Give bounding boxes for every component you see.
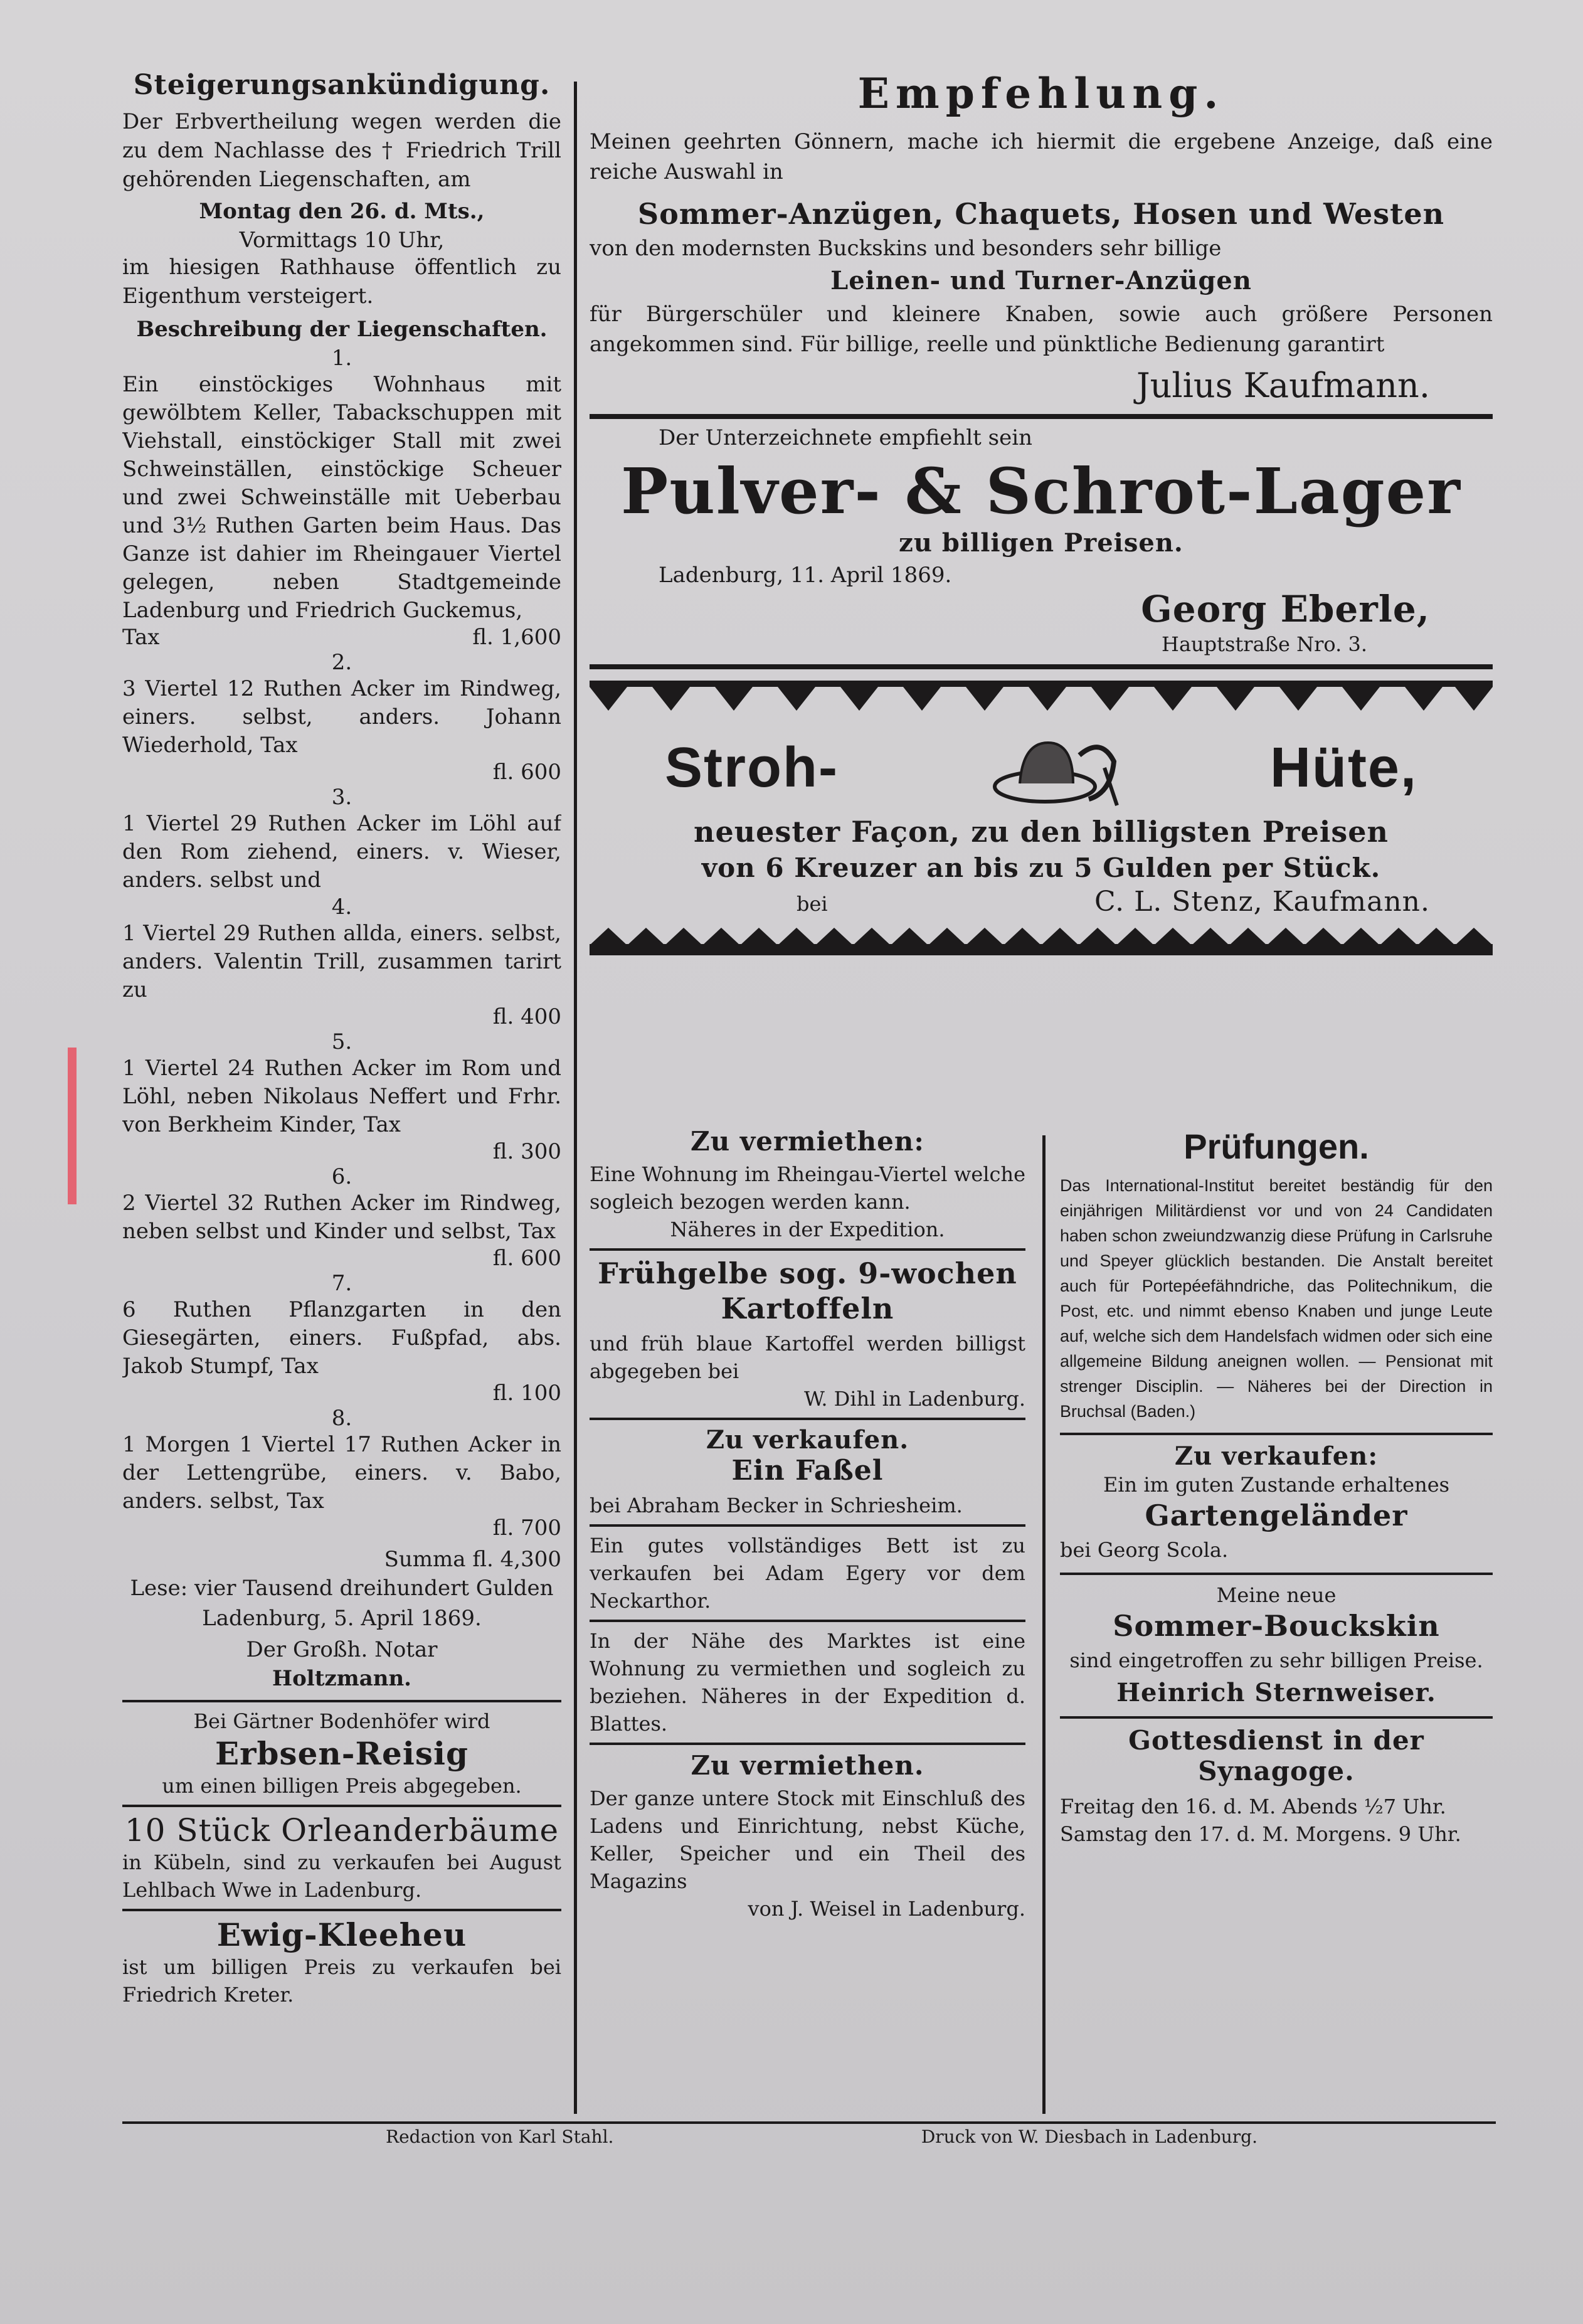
item-price: fl. 400 (492, 1004, 561, 1029)
pruefungen-text: Das International-Institut bereitet beständig für den einjährigen Militärdienst vor und von 24 Candidaten haben schon zweiundzwanzig diese Prüfung in Carlsruhe und Speyer glücklich bestanden. Die Anstalt bereitet auch für Portepéefähndriche, das Politechnikum, die Post, etc. und nimmt ebenso Knaben und junge Leute auf, welche sich dem Handelsfach widmen oder sich eine allgemeine Bildung aneignen wollen. — Pensionat mit strenger Disciplin. — Näheres bei der Direction in Bruchsal (Baden.) (1060, 1176, 1493, 1421)
notar-title: Der Großh. Notar (246, 1637, 438, 1662)
property-item (122, 1271, 561, 1406)
stroh-title-right: Hüte, (1269, 736, 1417, 799)
garten-title: Gartengeländer (1145, 1499, 1408, 1532)
item-text: 1 Viertel 29 Ruthen allda, einers. selbst, anders. Valentin Trill, zusammen tarirt zu (122, 921, 561, 1002)
auction-sum: Summa fl. 4,300 (384, 1547, 561, 1572)
property-item (122, 894, 561, 1029)
stroh-title-left: Stroh- (665, 736, 839, 799)
vermiethen2-sign: von J. Weisel in Ladenburg. (748, 1897, 1025, 1921)
divider (1060, 1573, 1493, 1575)
divider (1060, 1433, 1493, 1435)
zigzag-border-bottom (590, 924, 1493, 955)
lower-middle-column (590, 1126, 1025, 1923)
property-item (122, 785, 561, 894)
divider (122, 1909, 561, 1911)
footer-druck: Druck von W. Diesbach in Ladenburg. (921, 2126, 1257, 2147)
divider (590, 1248, 1025, 1251)
kartoffeln-sign: W. Dihl in Ladenburg. (804, 1387, 1025, 1411)
property-list (122, 346, 561, 1541)
ad-oleander-title: 10 Stück Orleanderbäume (124, 1812, 559, 1849)
divider (122, 1700, 561, 1702)
item-price: fl. 100 (492, 1381, 561, 1406)
fassel-heading: Zu verkaufen. (706, 1425, 909, 1455)
synagoge-friday: Freitag den 16. d. M. Abends ½7 Uhr. (1060, 1795, 1446, 1818)
vermiethen1-more: Näheres in der Expedition. (670, 1218, 945, 1241)
synagoge-title: Gottesdienst in der Synagoge. (1128, 1725, 1424, 1786)
property-item (122, 1406, 561, 1541)
vermiethen1-heading: Zu vermiethen: (691, 1126, 924, 1157)
pulver-sub: zu billigen Preisen. (899, 528, 1183, 558)
right-top-ads (590, 69, 1493, 964)
empfehlung-sign: Julius Kaufmann. (1136, 366, 1430, 405)
item-price: fl. 600 (492, 760, 561, 785)
garten-sign: bei Georg Scola. (1060, 1538, 1229, 1562)
item-price: fl. 300 (492, 1139, 561, 1164)
item-number: 2. (331, 650, 352, 675)
auction-intro: Der Erbvertheilung wegen werden die zu dem Nachlasse des † Friedrich Trill gehörenden Liegenschaften, am (122, 109, 561, 192)
bett-text: Ein gutes vollständiges Bett ist zu verkaufen bei Adam Egery vor dem Neckarthor. (590, 1534, 1025, 1613)
item-number: 1. (331, 346, 352, 371)
straw-hat-icon (985, 724, 1123, 812)
ad-kleeheu-title: Ewig-Kleeheu (216, 1916, 467, 1953)
bouckskin-intro: Meine neue (1216, 1583, 1337, 1607)
column-rule-main (574, 82, 577, 2114)
stroh-bei: bei (797, 892, 828, 916)
vermiethen2-text: Der ganze untere Stock mit Einschluß des Ladens und Einrichtung, nebst Küche, Keller, Speicher und ein Theil des Magazins (590, 1786, 1025, 1893)
property-item (122, 1029, 561, 1164)
item-number: 3. (331, 785, 352, 810)
item-text: 1 Viertel 24 Ruthen Acker im Rom und Löhl, neben Nikolaus Neffert und Frhr. von Berkheim Kinder, Tax (122, 1056, 561, 1137)
item-text: 1 Morgen 1 Viertel 17 Ruthen Acker in der Lettengrübe, einers. v. Babo, anders. selbst, Tax (122, 1432, 561, 1514)
auction-place-date: Ladenburg, 5. April 1869. (202, 1606, 482, 1631)
kartoffeln-text: und früh blaue Kartoffel werden billigst abgegeben bei (590, 1332, 1025, 1383)
pulver-title: Pulver- & Schrot-Lager (621, 454, 1461, 528)
property-item (122, 346, 561, 650)
stroh-line2: von 6 Kreuzer an bis zu 5 Gulden per Stück. (701, 852, 1381, 883)
item-number: 8. (331, 1406, 352, 1431)
item-number: 6. (331, 1164, 352, 1189)
lower-right-column (1060, 1126, 1493, 1848)
garten-heading: Zu verkaufen: (1174, 1441, 1379, 1471)
synagoge-saturday: Samstag den 17. d. M. Morgens. 9 Uhr. (1060, 1822, 1461, 1846)
divider (1060, 1716, 1493, 1719)
left-column (122, 69, 561, 2008)
item-text: 2 Viertel 32 Ruthen Acker im Rindweg, neben selbst und Kinder und selbst, Tax (122, 1191, 561, 1244)
stroh-title-row (590, 721, 1493, 815)
footer-redaction: Redaction von Karl Stahl. (386, 2126, 614, 2147)
footer-rule (122, 2121, 1496, 2124)
markt-text: In der Nähe des Marktes ist eine Wohnung zu vermiethen und sogleich zu beziehen. Näheres in der Expedition d. Blattes. (590, 1629, 1025, 1736)
item-price: fl. 700 (492, 1515, 561, 1541)
description-heading: Beschreibung der Liegenschaften. (136, 317, 548, 342)
ad-erbsen-text: um einen billigen Preis abgegeben. (162, 1774, 522, 1798)
item-number: 4. (331, 894, 352, 920)
auction-place: im hiesigen Rathhause öffentlich zu Eigenthum versteigert. (122, 255, 561, 309)
divider (590, 1743, 1025, 1745)
pruefungen-heading: Prüfungen. (1183, 1127, 1369, 1166)
auction-heading: Steigerungsankündigung. (133, 69, 551, 101)
column-rule-lower (1042, 1135, 1046, 2114)
divider (590, 1524, 1025, 1527)
fassel-text: bei Abraham Becker in Schriesheim. (590, 1494, 963, 1517)
auction-lese: Lese: vier Tausend dreihundert Gulden (130, 1576, 554, 1601)
divider (590, 1620, 1025, 1622)
divider (590, 664, 1493, 669)
empfehlung-line2: von den modernsten Buckskins und besonders sehr billige (590, 236, 1222, 261)
item-number: 7. (331, 1271, 352, 1296)
item-price: fl. 1,600 (472, 625, 561, 650)
empfehlung-goods2: Leinen- und Turner-Anzügen (830, 266, 1252, 295)
ad-oleander-text: in Kübeln, sind zu verkaufen bei August Lehlbach Wwe in Ladenburg. (122, 1850, 561, 1902)
divider (590, 414, 1493, 419)
auction-date: Montag den 26. d. Mts., (199, 199, 485, 224)
pulver-sign: Georg Eberle, (1141, 588, 1430, 630)
pulver-addr: Hauptstraße Nro. 3. (1162, 632, 1367, 656)
bouckskin-title: Sommer-Bouckskin (1113, 1609, 1440, 1643)
item-text: Ein einstöckiges Wohnhaus mit gewölbtem Keller, Tabackschuppen mit Viehstall, einstöckiger Stall mit zwei Schweinställen, einstöckige Scheuer und zwei Schweinställe mit Ueberbau und 3½ Ruthen Garten beim Haus. Das Ganze ist dahier im Rheingauer Viertel gelegen, neben Stadtgemeinde Ladenburg und Friedrich Guckemus, (122, 372, 561, 623)
ad-kleeheu-text: ist um billigen Preis zu verkaufen bei Friedrich Kreter. (122, 1955, 561, 2007)
divider (590, 1418, 1025, 1420)
garten-text: Ein im guten Zustande erhaltenes (1103, 1473, 1450, 1497)
empfehlung-goods1: Sommer-Anzügen, Chaquets, Hosen und Westen (637, 197, 1445, 231)
red-margin-mark (68, 1048, 77, 1204)
empfehlung-text: für Bürgerschüler und kleinere Knaben, sowie auch größere Personen angekommen sind. Für billige, reelle und pünktliche Bedienung garantirt (590, 302, 1493, 357)
bouckskin-sign: Heinrich Sternweiser. (1116, 1678, 1436, 1707)
kartoffeln-title: Frühgelbe sog. 9-wochen Kartoffeln (598, 1256, 1017, 1325)
item-text: 1 Viertel 29 Ruthen Acker im Löhl auf den Rom ziehend, einers. v. Wieser, anders. selbst und (122, 811, 561, 893)
auction-time: Vormittags 10 Uhr, (239, 228, 445, 253)
vermiethen1-text: Eine Wohnung im Rheingau-Viertel welche sogleich bezogen werden kann. (590, 1162, 1025, 1214)
pulver-intro: Der Unterzeichnete empfiehlt sein (659, 425, 1032, 450)
zigzag-border-top (590, 681, 1493, 712)
property-item (122, 650, 561, 785)
ad-erbsen-title: Erbsen-Reisig (215, 1735, 469, 1772)
vermiethen2-heading: Zu vermiethen. (691, 1750, 924, 1781)
bouckskin-text: sind eingetroffen zu sehr billigen Preise. (1069, 1648, 1483, 1672)
item-text: 3 Viertel 12 Ruthen Acker im Rindweg, einers. selbst, anders. Johann Wiederhold, Tax (122, 676, 561, 758)
stroh-sign: C. L. Stenz, Kaufmann. (1094, 886, 1430, 918)
item-text: 6 Ruthen Pflanzgarten in den Giesegärten, einers. Fußpfad, abs. Jakob Stumpf, Tax (122, 1297, 561, 1379)
property-item (122, 1164, 561, 1271)
item-price: fl. 600 (492, 1246, 561, 1271)
notar-name: Holtzmann. (272, 1666, 411, 1691)
footer (122, 2126, 1496, 2147)
pulver-date: Ladenburg, 11. April 1869. (659, 563, 952, 588)
empfehlung-heading: Empfehlung. (857, 69, 1225, 118)
fassel-title: Ein Faßel (731, 1455, 884, 1487)
ad-erbsen-intro: Bei Gärtner Bodenhöfer wird (193, 1709, 490, 1733)
item-tax: Tax (122, 625, 160, 650)
divider (122, 1805, 561, 1807)
stroh-line1: neuester Façon, zu den billigsten Preisen (694, 815, 1389, 849)
empfehlung-intro: Meinen geehrten Gönnern, mache ich hiermit die ergebene Anzeige, daß eine reiche Auswahl in (590, 129, 1493, 184)
item-number: 5. (331, 1029, 352, 1054)
